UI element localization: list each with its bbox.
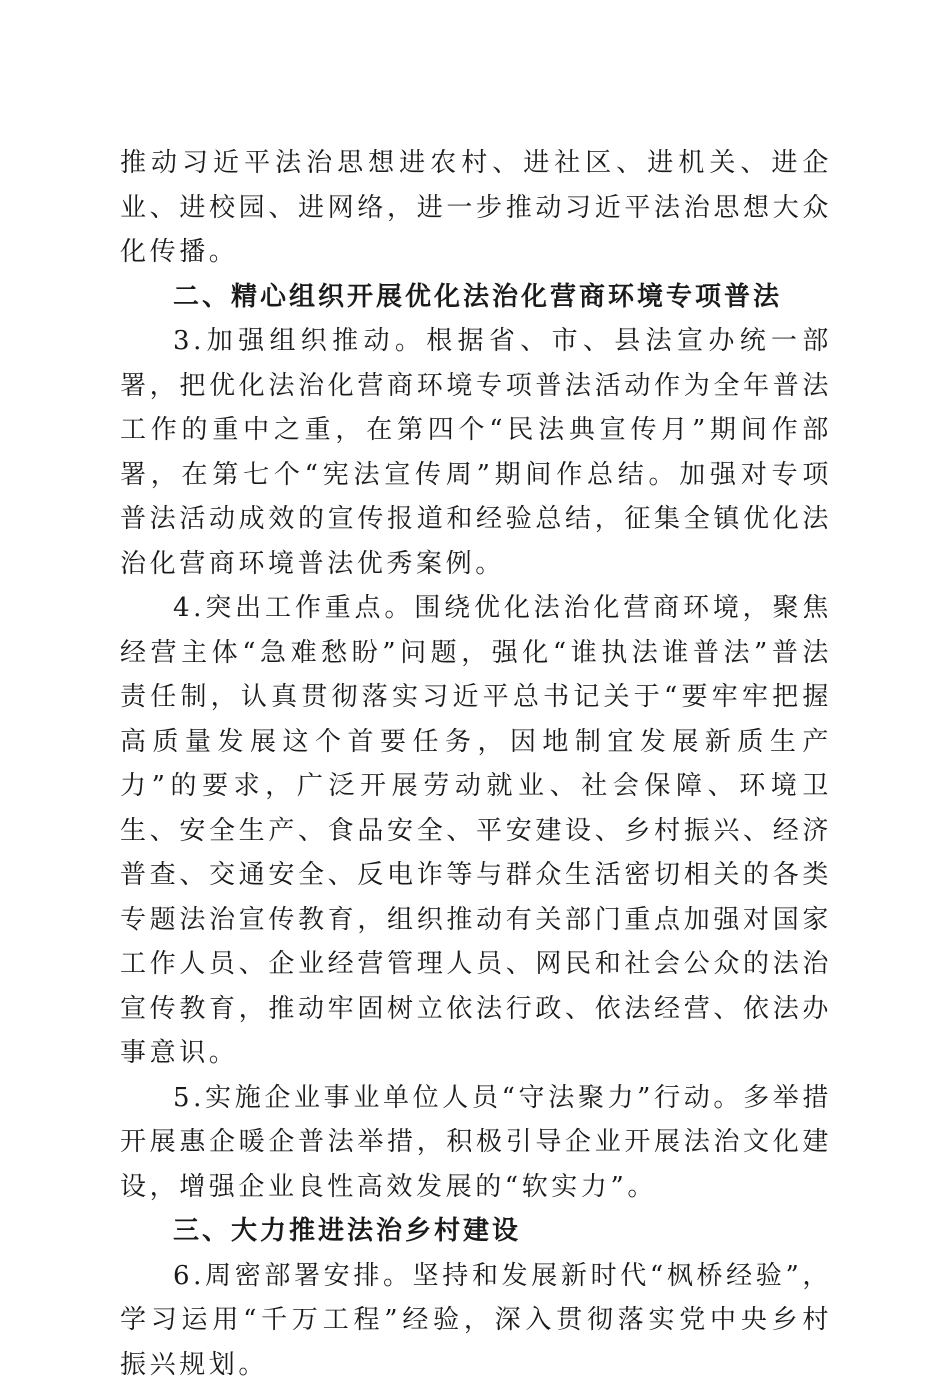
paragraph-6: 6.周密部署安排。坚持和发展新时代“枫桥经验”，学习运用“千万工程”经验，深入贯彻落实党中央乡村振兴规划。 xyxy=(120,1254,832,1387)
paragraph-5: 5.实施企业事业单位人员“守法聚力”行动。多举措开展惠企暖企普法举措，积极引导企业开展法治文化建设，增强企业良性高效发展的“软实力”。 xyxy=(120,1076,832,1210)
section-heading-3: 三、大力推进法治乡村建设 xyxy=(120,1209,832,1254)
document-body xyxy=(120,141,832,1387)
section-heading-2: 二、精心组织开展优化法治化营商环境专项普法 xyxy=(120,275,832,320)
paragraph-4: 4.突出工作重点。围绕优化法治化营商环境，聚焦经营主体“急难愁盼”问题，强化“谁执法谁普法”普法责任制，认真贯彻落实习近平总书记关于“要牢牢把握高质量发展这个首要任务，因地制宜发展新质生产力”的要求，广泛开展劳动就业、社会保障、环境卫生、安全生产、食品安全、平安建设、乡村振兴、经济普查、交通安全、反电诈等与群众生活密切相关的各类专题法治宣传教育，组织推动有关部门重点加强对国家工作人员、企业经营管理人员、网民和社会公众的法治宣传教育，推动牢固树立依法行政、依法经营、依法办事意识。 xyxy=(120,586,832,1076)
paragraph-continuation: 推动习近平法治思想进农村、进社区、进机关、进企业、进校园、进网络，进一步推动习近平法治思想大众化传播。 xyxy=(120,141,832,275)
paragraph-3: 3.加强组织推动。根据省、市、县法宣办统一部署，把优化法治化营商环境专项普法活动作为全年普法工作的重中之重，在第四个“民法典宣传月”期间作部署，在第七个“宪法宣传周”期间作总结。加强对专项普法活动成效的宣传报道和经验总结，征集全镇优化法治化营商环境普法优秀案例。 xyxy=(120,319,832,586)
